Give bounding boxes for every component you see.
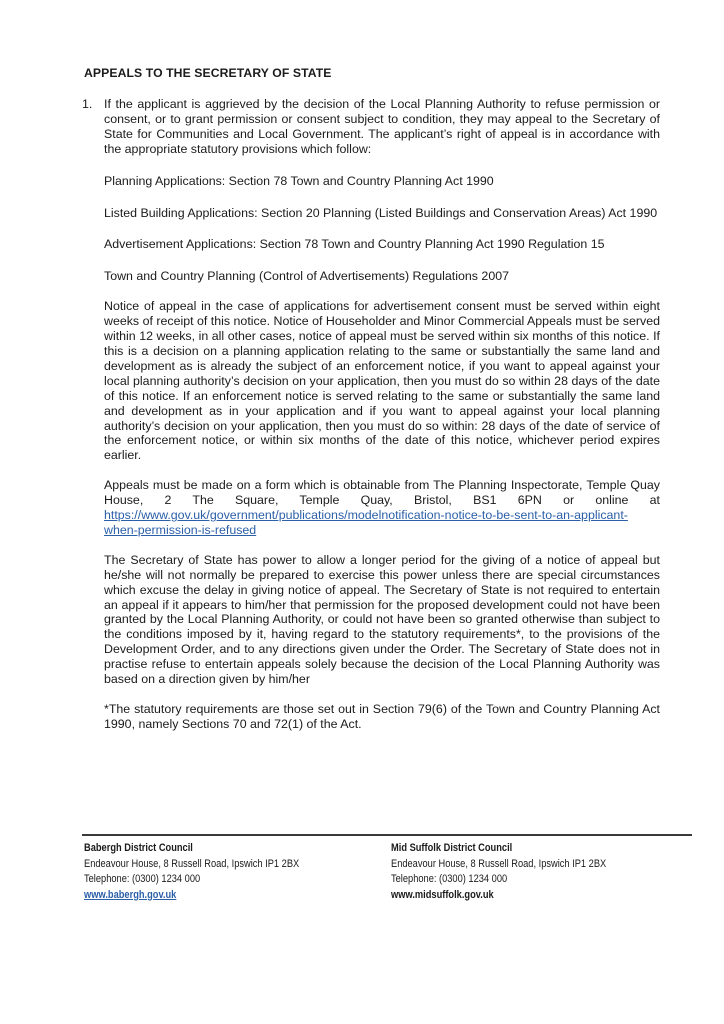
council-website-link[interactable]: www.babergh.gov.uk (84, 888, 177, 901)
appeal-section-body (104, 97, 660, 732)
footer-divider (82, 834, 692, 836)
council-phone: Telephone: (0300) 1234 000 (84, 873, 201, 885)
council-name: Mid Suffolk District Council (391, 842, 513, 854)
advertisement-applications-paragraph: Advertisement Applications: Section 78 Town and Country Planning Act 1990 Regulation 15 (104, 237, 605, 252)
listed-building-paragraph: Listed Building Applications: Section 20 Planning (Listed Buildings and Conservation Areas) Act 1990 (104, 205, 658, 220)
page-title: APPEALS TO THE SECRETARY OF STATE (84, 66, 332, 80)
appeal-form-text: Appeals must be made on a form which is obtainable from The Planning Inspectorate, Temple Quay House, 2 The Square, Temple Quay, Bristol, BS1 6PN or online at (104, 478, 660, 508)
appeal-section-item (82, 97, 660, 732)
council-address: Endeavour House, 8 Russell Road, Ipswich IP1 2BX (84, 857, 300, 870)
council-name: Babergh District Council (84, 842, 193, 854)
appeal-form-link[interactable]: https://www.gov.uk/government/publications/modelnotification-notice-to-be-sent-to-an-applicant-when-permission-is-refused (104, 508, 628, 537)
footer-mid-suffolk (391, 841, 606, 903)
council-website: www.midsuffolk.gov.uk (391, 888, 494, 901)
advertisement-regulations-paragraph: Town and Country Planning (Control of Advertisements) Regulations 2007 (104, 269, 509, 284)
secretary-power-paragraph: The Secretary of State has power to allow a longer period for the giving of a notice of appeal but he/she will not normally be prepared to exercise this power unless there are special circumstances which excuse the delay in giving notice of appeal. The Secretary of State is not required to entertain an appeal if it appears to him/her that permission for the proposed development could not have been granted by the Local Planning Authority, or could not have been so granted otherwise than subject to the conditions imposed by it, having regard to the statutory requirements*, to the provisions of the Development Order, and to any directions given under the Order. The Secretary of State does not in practise refuse to entertain appeals solely because the decision of the Local Planning Authority was based on a direction given by him/her (104, 552, 660, 687)
item-number: 1. (82, 97, 93, 111)
intro-paragraph: If the applicant is aggrieved by the decision of the Local Planning Authority to refuse permission or consent, or to grant permission or consent subject to condition, they may appeal to the Secretary of State for Communities and Local Government. The applicant’s right of appeal is in accordance with the appropriate statutory provisions which follow: (104, 97, 660, 156)
council-phone: Telephone: (0300) 1234 000 (391, 873, 508, 885)
statutory-footnote: *The statutory requirements are those set out in Section 79(6) of the Town and Country Planning Act 1990, namely Sections 70 and 72(1) of the Act. (104, 702, 660, 731)
appeal-form-paragraph (104, 478, 660, 538)
footer-babergh (84, 841, 299, 903)
notice-of-appeal-paragraph: Notice of appeal in the case of applications for advertisement consent must be served within eight weeks of receipt of this notice. Notice of Householder and Minor Commercial Appeals must be served within 12 weeks, in all other cases, notice of appeal must be served within six months of this notice. If this is a decision on a planning application relating to the same or substantially the same land and development as is already the subject of an enforcement notice, if you want to appeal against your local planning authority’s decision on your application, then you must do so within 28 days of the date of this notice. If an enforcement notice is served relating to the same or substantially the same land and development as in your application and if you want to appeal against your local planning authority’s decision on your application, then you must do so within: 28 days of the date of service of the enforcement notice, or within six months of the date of this notice, whichever period expires earlier. (104, 299, 660, 463)
council-address: Endeavour House, 8 Russell Road, Ipswich IP1 2BX (391, 857, 607, 870)
planning-applications-paragraph: Planning Applications: Section 78 Town and Country Planning Act 1990 (104, 173, 494, 188)
